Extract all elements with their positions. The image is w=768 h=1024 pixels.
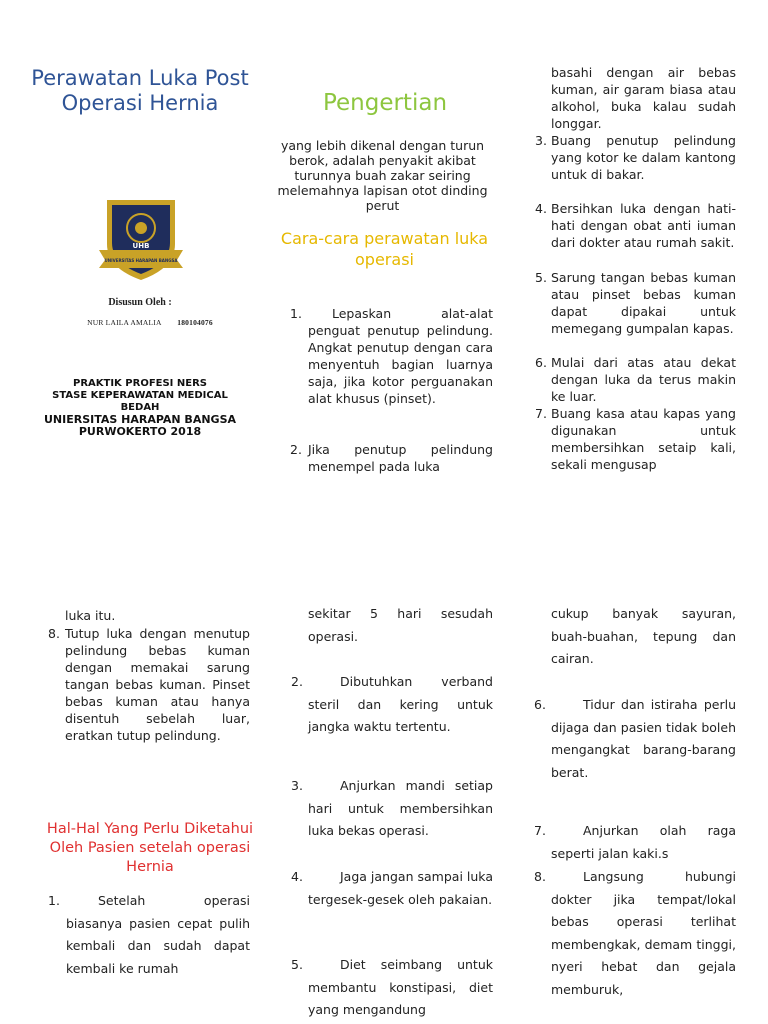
list-text: Setelah operasi biasanya pasien cepat pulih kembali dan sudah dapat kembali ke rumah — [66, 893, 250, 976]
list-text: Langsung hubungi dokter jika tempat/lokal bebas operasi terlihat membengkak, demam tinggi, nyeri hebat dan gejala memburuk, — [551, 869, 736, 997]
list-text: Lepaskan alat-alat penguat penutup pelindung. Angkat penutup dengan cara menyentuh bagian luarnya saja, jika kotor perguanakan alat khusus (pinset). — [308, 306, 493, 406]
list-text: Tutup luka dengan menutup pelindung bebas kuman dengan memakai sarung tangan bebas kuman. Pinset bebas kuman atau hanya disentuh sebelah luar, eratkan tutup pelindung. — [65, 626, 250, 743]
list-number: 6. — [534, 697, 546, 712]
list-item — [534, 866, 736, 1001]
list-continuation — [65, 607, 250, 624]
patient-info-heading: Hal-Hal Yang Perlu Diketahui Oleh Pasien setelah operasi Hernia — [46, 821, 254, 875]
institution-line: PURWOKERTO 2018 — [78, 425, 202, 438]
institution-block — [30, 378, 250, 438]
list-item — [534, 820, 736, 865]
list-number: 7. — [534, 823, 546, 838]
list-item — [534, 694, 736, 784]
institution-line: PRAKTIK PROFESI NERS — [73, 378, 207, 389]
list-continuation — [308, 603, 493, 648]
list-number: 2. — [290, 442, 302, 457]
author-id: 180104076 — [177, 318, 213, 327]
university-logo-icon — [97, 192, 185, 284]
list-item — [291, 866, 493, 911]
compiled-by-label: Disusun Oleh : — [108, 297, 172, 308]
list-text: Mulai dari atas atau dekat dengan luka da terus makin ke luar. — [551, 355, 736, 404]
list-item — [535, 200, 736, 251]
list-item — [535, 354, 736, 405]
list-number: 3. — [535, 133, 547, 148]
definition-heading: Pengertian — [322, 90, 448, 116]
list-text: Sarung tangan bebas kuman atau pinset bebas kuman dapat dipakai untuk memegang gumpalan kapas. — [551, 270, 736, 336]
list-number: 7. — [535, 406, 547, 421]
institution-line: UNIERSITAS HARAPAN BANGSA — [43, 413, 237, 426]
list-text: Jaga jangan sampai luka tergesek-gesek oleh pakaian. — [308, 869, 493, 907]
list-item — [291, 954, 493, 1022]
list-continuation — [551, 64, 736, 132]
institution-line: STASE KEPERAWATAN MEDICAL — [52, 390, 228, 401]
list-number: 4. — [291, 869, 303, 884]
list-item — [535, 269, 736, 337]
list-text: Buang kasa atau kapas yang digunakan untuk membersihkan setaip kali, sekali mengusap — [551, 406, 736, 472]
list-text: luka itu. — [65, 608, 116, 623]
list-text: Jika penutup pelindung menempel pada luka — [308, 442, 493, 474]
list-item — [290, 441, 493, 475]
list-text: sekitar 5 hari sesudah operasi. — [308, 606, 493, 644]
list-item — [535, 405, 736, 473]
logo-text-bottom: UNIVERSITAS HARAPAN BANGSA — [104, 258, 178, 263]
list-text: Dibutuhkan verband steril dan kering untuk jangka waktu tertentu. — [308, 674, 493, 734]
list-item — [48, 625, 250, 744]
list-number: 2. — [291, 674, 303, 689]
list-number: 1. — [48, 893, 60, 908]
list-item — [291, 671, 493, 739]
author — [60, 318, 240, 327]
list-number: 6. — [535, 355, 547, 370]
list-text: Bersihkan luka dengan hati-hati dengan obat anti iuman dari dokter atau rumah sakit. — [551, 201, 736, 250]
list-item — [291, 775, 493, 843]
list-number: 1. — [290, 306, 302, 321]
list-text: Anjurkan mandi setiap hari untuk membersihkan luka bekas operasi. — [308, 778, 493, 838]
list-item — [48, 890, 250, 980]
list-number: 8. — [48, 626, 60, 641]
list-number: 5. — [535, 270, 547, 285]
list-text: Tidur dan istiraha perlu dijaga dan pasien tidak boleh mengangkat barang-barang berat. — [551, 697, 736, 780]
list-number: 8. — [534, 869, 546, 884]
care-steps-heading: Cara-cara perawatan luka operasi — [280, 229, 489, 269]
definition-text: yang lebih dikenal dengan turun berok, adalah penyakit akibat turunnya buah zakar seiring melemahnya lapisan otot dinding perut — [277, 138, 488, 213]
list-number: 5. — [291, 957, 303, 972]
logo-text-top: UHB — [132, 242, 150, 250]
list-text: Anjurkan olah raga seperti jalan kaki.s — [551, 823, 736, 861]
institution-line: BEDAH — [120, 402, 160, 413]
brochure-title: Perawatan Luka Post Operasi Hernia — [31, 66, 249, 115]
list-number: 4. — [535, 201, 547, 216]
list-text: cukup banyak sayuran, buah-buahan, tepung dan cairan. — [551, 606, 736, 666]
author-name: NUR LAILA AMALIA — [87, 318, 162, 327]
list-text: Diet seimbang untuk membantu konstipasi, diet yang mengandung — [308, 957, 493, 1017]
list-text: basahi dengan air bebas kuman, air garam biasa atau alkohol, buka kalau sudah longgar. — [551, 65, 736, 131]
list-text: Buang penutup pelindung yang kotor ke dalam kantong untuk di bakar. — [551, 133, 736, 182]
list-item — [290, 305, 493, 407]
list-number: 3. — [291, 778, 303, 793]
list-item — [535, 132, 736, 183]
list-continuation — [551, 603, 736, 671]
